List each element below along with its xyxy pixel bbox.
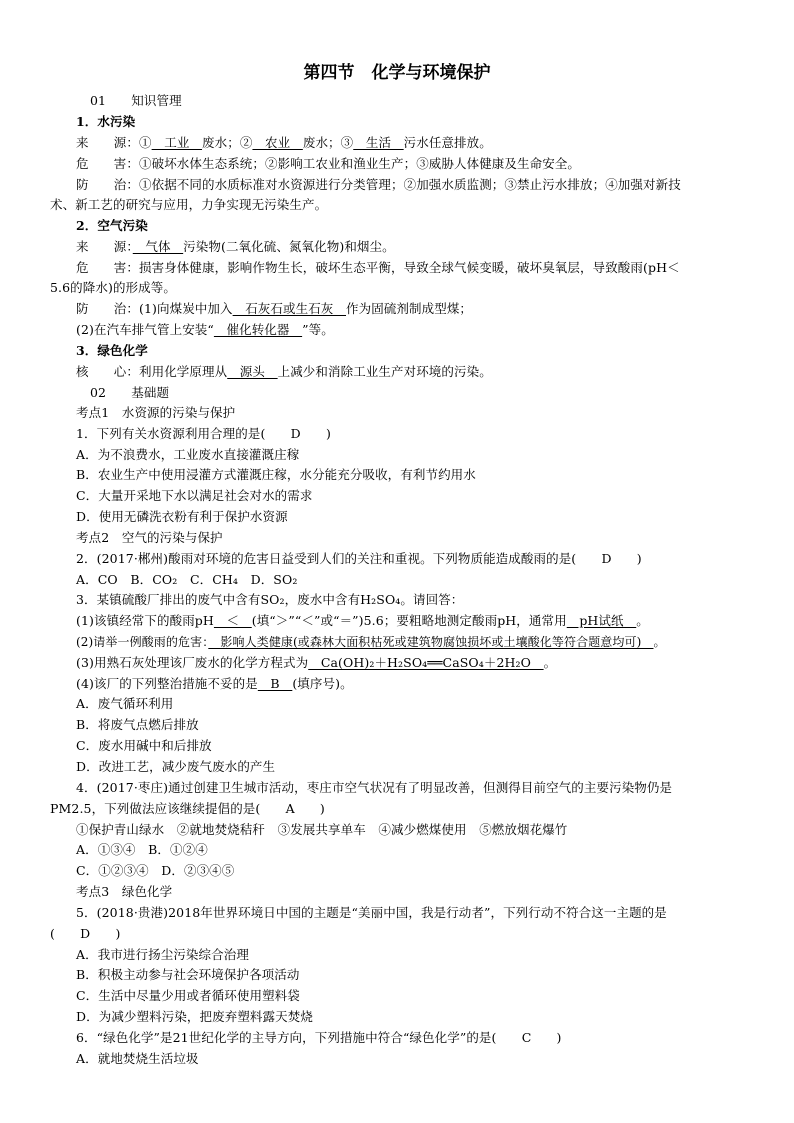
q3-option-d: D．改进工艺，减少废气废水的产生 <box>76 759 276 774</box>
q5-option-b: B．积极主动参与社会环境保护各项活动 <box>76 967 300 982</box>
k2-prevent-line1: 防 治：(1)向煤炭中加入 石灰石或生石灰 作为固硫剂制成型煤； <box>76 301 473 316</box>
q3-stem: 3．某镇硫酸厂排出的废气中含有SO₂，废水中含有H₂SO₄。请回答： <box>76 592 464 607</box>
k1-title: 1．水污染 <box>76 114 136 129</box>
q5-option-c: C．生活中尽量少用或者循环使用塑料袋 <box>76 988 300 1003</box>
kp2-heading: 考点2 空气的污染与保护 <box>76 530 223 545</box>
q2-options: A．CO B．CO₂ C．CH₄ D．SO₂ <box>76 572 298 587</box>
q1-option-c: C．大量开采地下水以满足社会对水的需求 <box>76 488 313 503</box>
q1-stem: 1．下列有关水资源利用合理的是( D ) <box>76 426 331 441</box>
section-header-knowledge: 01 知识管理 <box>90 93 182 108</box>
k3-core-line: 核 心：利用化学原理从 源头 上减少和消除工业生产对环境的污染。 <box>76 364 492 379</box>
k1-prevent-line2: 术、新工艺的研究与应用，力争实现无污染生产。 <box>50 197 328 212</box>
q4-stem-line1: 4．(2017·枣庄)通过创建卫生城市活动，枣庄市空气状况有了明显改善，但测得目前空气的主要污染物仍是 <box>76 780 673 795</box>
q3-option-a: A．废气循环利用 <box>76 696 174 711</box>
k3-title: 3．绿色化学 <box>76 343 148 358</box>
page-title: 第四节 化学与环境保护 <box>303 63 491 83</box>
k2-prevent-line2: (2)在汽车排气管上安装“ 催化转化器 ”等。 <box>76 322 334 337</box>
k2-harm-line2: 5.6的降水)的形成等。 <box>50 280 176 295</box>
q3-part3: (3)用熟石灰处理该厂废水的化学方程式为 Ca(OH)₂＋H₂SO₄══CaSO₄＋2H₂O 。 <box>76 655 557 670</box>
q3-option-b: B．将废气点燃后排放 <box>76 717 199 732</box>
q6-option-a: A．就地焚烧生活垃圾 <box>76 1051 199 1066</box>
k1-harm: 危 害：①破坏水体生态系统；②影响工农业和渔业生产；③威胁人体健康及生命安全。 <box>76 156 581 171</box>
q3-part4: (4)该厂的下列整治措施不妥的是 B (填序号)。 <box>76 676 353 691</box>
q5-option-d: D．为减少塑料污染，把废弃塑料露天焚烧 <box>76 1009 313 1024</box>
q3-part2: (2)请举一例酸雨的危害： 影响人类健康(或森林大面积枯死或建筑物腐蚀损坏或土壤酸化等符合题意均可) 。 <box>76 635 666 649</box>
kp3-heading: 考点3 绿色化学 <box>76 884 173 899</box>
q5-option-a: A．我市进行扬尘污染综合治理 <box>76 947 249 962</box>
k1-source-line: 来 源：① 工业 废水；② 农业 废水；③ 生活 污水任意排放。 <box>76 135 492 150</box>
q4-items: ①保护青山绿水 ②就地焚烧秸秆 ③发展共享单车 ④减少燃煤使用 ⑤燃放烟花爆竹 <box>76 822 568 837</box>
q4-stem-line2: PM2.5，下列做法应该继续提倡的是( A ) <box>50 801 325 816</box>
q4-options-1: A．①③④ B．①②④ <box>76 842 208 857</box>
q1-option-d: D．使用无磷洗衣粉有利于保护水资源 <box>76 509 288 524</box>
k1-prevent-line1: 防 治：①依据不同的水质标准对水资源进行分类管理；②加强水质监测；③禁止污水排放；④加强对新技 <box>76 177 681 192</box>
q2-stem: 2．(2017·郴州)酸雨对环境的危害日益受到人们的关注和重视。下列物质能造成酸雨的是( D ) <box>76 551 642 566</box>
q1-option-b: B．农业生产中使用浸灌方式灌溉庄稼，水分能充分吸收，有利节约用水 <box>76 467 476 482</box>
q5-stem-line2: ( D ) <box>50 926 121 941</box>
q3-part1: (1)该镇经常下的酸雨pH ＜ (填“＞”“＜”或“＝”)5.6；要粗略地测定酸雨pH，通常用 pH试纸 。 <box>76 613 649 628</box>
k2-harm-line1: 危 害：损害身体健康，影响作物生长，破坏生态平衡，导致全球气候变暖，破坏臭氧层，导致酸雨(pH＜ <box>76 260 680 275</box>
q3-option-c: C．废水用碱中和后排放 <box>76 738 212 753</box>
k2-title: 2．空气污染 <box>76 218 148 233</box>
q4-options-2: C．①②③④ D．②③④⑤ <box>76 863 235 878</box>
q5-stem-line1: 5．(2018·贵港)2018年世界环境日中国的主题是“美丽中国，我是行动者”，下列行动不符合这一主题的是 <box>76 905 667 920</box>
kp1-heading: 考点1 水资源的污染与保护 <box>76 405 236 420</box>
section-header-basic: 02 基础题 <box>90 385 170 400</box>
q1-option-a: A．为不浪费水，工业废水直接灌溉庄稼 <box>76 447 300 462</box>
k2-source-line: 来 源： 气体 污染物(二氧化硫、氮氧化物)和烟尘。 <box>76 239 395 254</box>
q6-stem: 6．“绿色化学”是21世纪化学的主导方向，下列措施中符合“绿色化学”的是( C ) <box>76 1030 562 1045</box>
